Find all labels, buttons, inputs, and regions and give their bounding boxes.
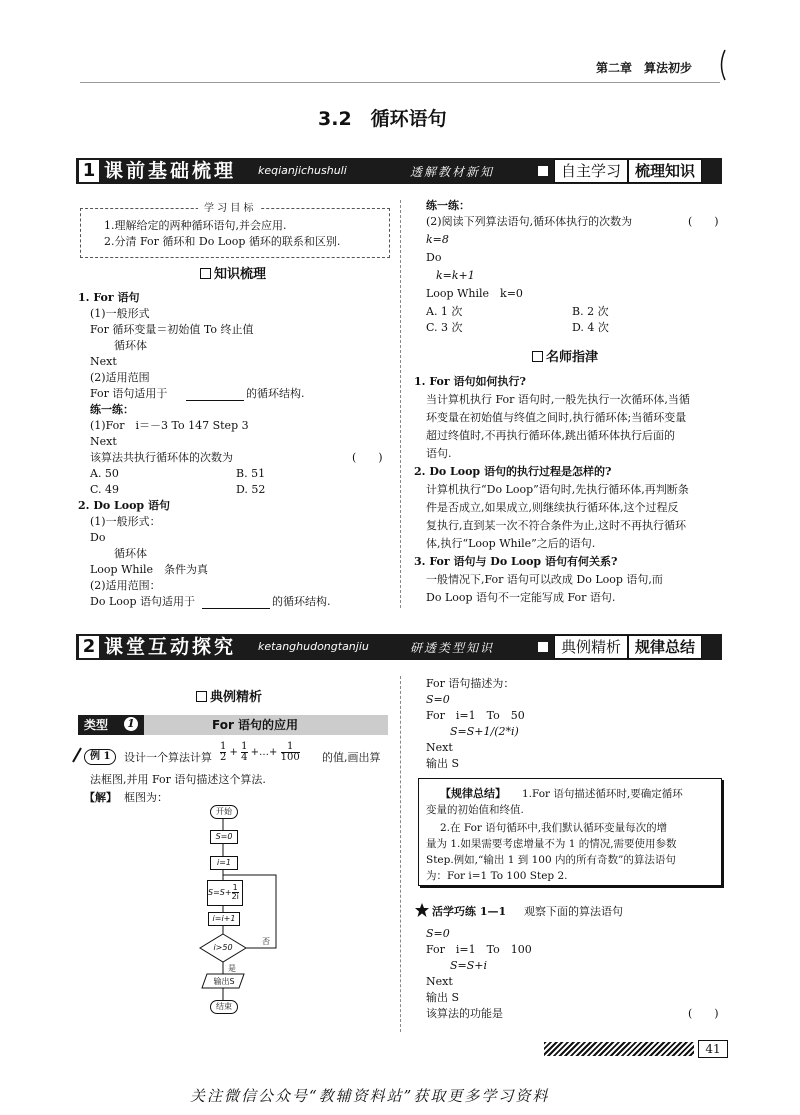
knowledge-line: Loop While 条件为真 bbox=[90, 563, 209, 576]
column-divider bbox=[400, 676, 401, 1032]
answer-paren: ( ) bbox=[688, 1007, 719, 1020]
option: B. 2 次 bbox=[572, 305, 609, 318]
practice-line: (2)阅读下列算法语句,循环体执行的次数为 bbox=[426, 215, 633, 228]
type-label: 类型 bbox=[84, 718, 109, 732]
tutor-question: 1. For 语句如何执行? bbox=[414, 375, 526, 388]
program-line: For 语句描述为： bbox=[426, 677, 515, 690]
flow-i1: i=1 bbox=[210, 856, 238, 870]
program-line: For i=1 To 50 bbox=[426, 709, 525, 722]
knowledge-line: Next bbox=[90, 355, 117, 368]
flow-cond: i>50 bbox=[213, 943, 233, 952]
tutor-answer: 体,执行“Loop While”之后的语句. bbox=[426, 537, 596, 550]
program-line: S=S+1/(2*i) bbox=[450, 725, 519, 738]
option: C. 49 bbox=[90, 483, 120, 496]
section1-banner bbox=[76, 158, 722, 184]
section2-banner bbox=[76, 634, 722, 660]
knowledge-line: (1)一般形式 bbox=[90, 307, 150, 320]
knowledge-line: For 语句适用于 bbox=[90, 387, 168, 400]
section1-tag2: 梳理知识 bbox=[628, 159, 702, 183]
practice3-label: 活学巧练 1—1 bbox=[432, 905, 507, 918]
knowledge-heading: 知识梳理 bbox=[200, 263, 266, 282]
knowledge-line: 的循环结构. bbox=[246, 387, 305, 400]
header-rule bbox=[80, 82, 720, 83]
goal-item: 2.分清 For 循环和 Do Loop 循环的联系和区别. bbox=[104, 235, 341, 248]
page-title: 3.2 循环语句 bbox=[318, 108, 447, 130]
rule-line: 2.在 For 语句循环中,我们默认循环变量每次的增 bbox=[440, 822, 668, 834]
program-line: 输出 S bbox=[426, 757, 460, 770]
fill-blank bbox=[202, 608, 270, 609]
tutor-question: 3. For 语句与 Do Loop 语句有何关系? bbox=[414, 555, 618, 568]
knowledge-line: 1. For 语句 bbox=[78, 291, 140, 304]
flow-update-num: 1 bbox=[232, 883, 238, 892]
knowledge-line: For 循环变量＝初始值 To 终止值 bbox=[90, 323, 254, 336]
tutor-answer: 环变量在初始值与终值之间时,执行循环体;当循环变量 bbox=[426, 411, 687, 424]
example-text: 的值,画出算 bbox=[322, 751, 381, 764]
chapter-header: 第二章 算法初步 bbox=[596, 61, 693, 75]
knowledge-line: 练一练： bbox=[90, 403, 134, 416]
flow-start: 开始 bbox=[210, 805, 238, 819]
practice3-title: 观察下面的算法语句 bbox=[524, 905, 623, 918]
option: C. 3 次 bbox=[426, 321, 463, 334]
star-icon bbox=[414, 902, 430, 918]
tutor-answer: 复执行,直到某一次不符合条件为止,这时不再执行循环 bbox=[426, 519, 686, 532]
rule-line: 量为 1.如果需要考虑增量不为 1 的情况,需要使用参数 bbox=[426, 838, 677, 850]
type-number: 1 bbox=[124, 717, 138, 731]
bookmark-icon bbox=[532, 351, 543, 362]
section1-slogan: 透解教材新知 bbox=[410, 165, 495, 179]
answer-paren: ( ) bbox=[352, 451, 383, 464]
example-text: 设计一个算法计算 bbox=[124, 751, 212, 764]
type-title: For 语句的应用 bbox=[212, 718, 299, 732]
knowledge-line: (1)For i＝－3 To 147 Step 3 bbox=[90, 419, 249, 432]
practice3-line: S=0 bbox=[426, 927, 450, 940]
flow-s0: S=0 bbox=[210, 830, 238, 844]
knowledge-line: 2. Do Loop 语句 bbox=[78, 499, 170, 512]
knowledge-line: Do bbox=[90, 531, 106, 544]
program-line: Next bbox=[426, 741, 453, 754]
goals-heading: 学 习 目 标 bbox=[198, 201, 260, 217]
flow-update bbox=[207, 880, 243, 906]
flowchart-lines bbox=[180, 800, 300, 1020]
frac-sum: $\frac{1}{2}$ + $\frac{1}{4}$ +…+ $\frac{1}{100}$ bbox=[220, 741, 300, 763]
pencil-icon bbox=[70, 746, 84, 764]
solution-text: 框图为： bbox=[124, 791, 168, 804]
tutor-answer: 超过终值时,不再执行循环体,跳出循环体执行后面的 bbox=[426, 429, 675, 442]
option: A. 50 bbox=[90, 467, 119, 480]
rule-line: 为：For i=1 To 100 Step 2. bbox=[426, 870, 568, 882]
tutor-answer: 当计算机执行 For 语句时,一般先执行一次循环体,当循 bbox=[426, 393, 690, 406]
section1-tag1: 自主学习 bbox=[554, 159, 628, 183]
square-icon bbox=[538, 642, 548, 652]
practice-line: k=8 bbox=[426, 233, 449, 246]
practice-line: 练一练： bbox=[426, 199, 470, 212]
practice-line: k=k+1 bbox=[436, 269, 475, 282]
section1-number: 1 bbox=[79, 160, 99, 182]
section1-title: 课前基础梳理 bbox=[104, 160, 237, 182]
option: B. 51 bbox=[236, 467, 266, 480]
tutor-question: 2. Do Loop 语句的执行过程是怎样的? bbox=[414, 465, 612, 478]
practice3-line: 输出 S bbox=[426, 991, 460, 1004]
rule-label: 【规律总结】 bbox=[440, 787, 506, 800]
bookmark-icon bbox=[200, 268, 211, 279]
solution-label: 【解】 bbox=[84, 791, 117, 804]
examples-heading: 典例精析 bbox=[196, 686, 262, 705]
frac-num: 1 bbox=[220, 741, 227, 752]
rule-line: 1.For 语句描述循环时,要确定循环 bbox=[522, 788, 683, 800]
knowledge-line: Do Loop 语句适用于 bbox=[90, 595, 196, 608]
frac-num: 1 bbox=[286, 741, 294, 752]
flow-end: 结束 bbox=[210, 1000, 238, 1014]
column-divider bbox=[400, 200, 401, 608]
knowledge-line: Next bbox=[90, 435, 117, 448]
rule-line: Step.例如,“输出 1 到 100 内的所有奇数”的算法语句 bbox=[426, 854, 676, 866]
frac-den: 100 bbox=[280, 752, 300, 763]
knowledge-line: (2)适用范围： bbox=[90, 579, 161, 592]
section2-tag1: 典例精析 bbox=[554, 635, 628, 659]
example-text: 法框图,并用 For 语句描述这个算法. bbox=[90, 773, 266, 786]
knowledge-line: 循环体 bbox=[114, 339, 147, 352]
frac-den: 4 bbox=[241, 752, 248, 763]
footer-text: 关注微信公众号“教辅资料站”获取更多学习资料 bbox=[190, 1087, 550, 1105]
option: D. 4 次 bbox=[572, 321, 609, 334]
flow-no: 否 bbox=[262, 937, 270, 946]
flow-update-text: S=S+ bbox=[208, 888, 232, 897]
example-label: 例 1 bbox=[84, 749, 116, 765]
bookmark-icon bbox=[196, 691, 207, 702]
square-icon bbox=[538, 166, 548, 176]
rule-line: 变量的初始值和终值. bbox=[426, 804, 524, 816]
page-number-stripe bbox=[544, 1042, 694, 1056]
practice-line: Loop While k=0 bbox=[426, 287, 523, 300]
knowledge-line: 该算法共执行循环体的次数为 bbox=[90, 451, 233, 464]
header-bracket-icon bbox=[716, 48, 728, 82]
flow-inc: i=i+1 bbox=[208, 912, 240, 926]
section1-pinyin: keqianjichushuli bbox=[258, 164, 347, 177]
section2-tag2: 规律总结 bbox=[628, 635, 702, 659]
tutor-answer: Do Loop 语句不一定能写成 For 语句. bbox=[426, 591, 616, 604]
knowledge-line: (1)一般形式： bbox=[90, 515, 161, 528]
section2-slogan: 研透类型知识 bbox=[410, 641, 495, 655]
knowledge-line: 循环体 bbox=[114, 547, 147, 560]
option: A. 1 次 bbox=[426, 305, 463, 318]
tutor-answer: 语句. bbox=[426, 447, 452, 460]
knowledge-line: (2)适用范围 bbox=[90, 371, 150, 384]
option: D. 52 bbox=[236, 483, 266, 496]
practice3-line: S=S+i bbox=[450, 959, 488, 972]
frac-num: 1 bbox=[241, 741, 248, 752]
tutor-answer: 件是否成立,如果成立,则继续执行循环体,这个过程反 bbox=[426, 501, 679, 514]
section2-title: 课堂互动探究 bbox=[104, 636, 237, 658]
practice3-line: For i=1 To 100 bbox=[426, 943, 532, 956]
practice-line: Do bbox=[426, 251, 442, 264]
program-line: S=0 bbox=[426, 693, 450, 706]
goal-item: 1.理解给定的两种循环语句,并会应用. bbox=[104, 219, 287, 232]
tutor-answer: 一般情况下,For 语句可以改成 Do Loop 语句,而 bbox=[426, 573, 663, 586]
section2-pinyin: ketanghudongtanjiu bbox=[258, 640, 369, 653]
practice3-line: Next bbox=[426, 975, 453, 988]
tutor-answer: 计算机执行“Do Loop”语句时,先执行循环体,再判断条 bbox=[426, 483, 689, 496]
page-number: 41 bbox=[698, 1040, 728, 1058]
section2-number: 2 bbox=[79, 636, 99, 658]
knowledge-line: 的循环结构. bbox=[272, 595, 331, 608]
answer-paren: ( ) bbox=[688, 215, 719, 228]
flow-output: 输出S bbox=[213, 977, 235, 986]
fill-blank bbox=[186, 400, 244, 401]
flow-update-den: 2i bbox=[231, 892, 239, 901]
flow-yes: 是 bbox=[228, 964, 236, 973]
tutor-heading: 名师指津 bbox=[532, 346, 598, 365]
frac-den: 2 bbox=[220, 752, 227, 763]
practice3-line: 该算法的功能是 bbox=[426, 1007, 503, 1020]
